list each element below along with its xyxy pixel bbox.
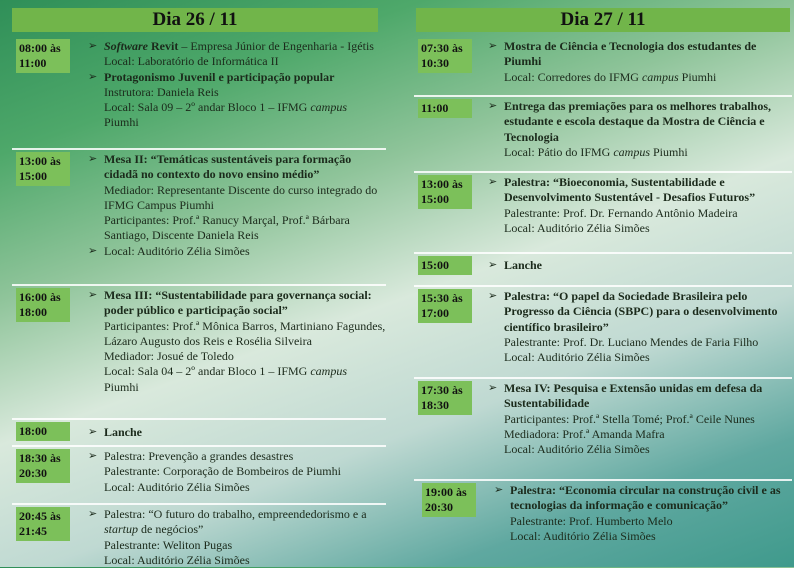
arrow-bullet-icon: ➢ — [488, 40, 498, 52]
arrow-bullet-icon: ➢ — [88, 244, 98, 257]
schedule-entry: ➢ Local: Auditório Zélia Simões — [88, 243, 250, 258]
schedule-entry: ➢ Lanche — [488, 258, 543, 272]
schedule-slot — [414, 35, 792, 95]
schedule-slot — [12, 284, 386, 419]
schedule-entry: ➢ Mesa III: “Sustentabilidade para governança social: poder público e participação social” Participantes: Prof.ª Mônica Barros, Martiniano Fagundes, Lázaro Augusto dos Reis e Rosélia Silveira Mediador: Josué de Toledo Local: Sala 04 – 2º andar Bloco 1 – IFMG campus Piumhi — [88, 288, 386, 394]
schedule-slot — [414, 479, 792, 559]
schedule-entry: ➢ Mostra de Ciência e Tecnologia dos estudantes de Piumhi Local: Corredores do IFMG campus Piumhi — [488, 39, 757, 84]
slot-time: 16:00 às 18:00 — [16, 288, 70, 322]
slot-time: 19:00 às 20:30 — [422, 483, 476, 517]
slot-time: 17:30 às 18:30 — [418, 381, 472, 415]
schedule-slot — [414, 377, 792, 471]
schedule-entry: ➢ Protagonismo Juvenil e participação popular Instrutora: Daniela Reis Local: Sala 09 – 2º andar Bloco 1 – IFMG campus Piumhi — [88, 69, 348, 130]
slot-time: 15:30 às 17:00 — [418, 289, 472, 323]
schedule-entry: ➢ Palestra: “Economia circular na construção civil e as tecnologias da informação e comunicação” Palestrante: Prof. Humberto Melo Local: Auditório Zélia Simões — [494, 483, 781, 543]
schedule-slot — [414, 171, 792, 253]
arrow-bullet-icon: ➢ — [88, 289, 98, 301]
schedule-slot — [12, 35, 386, 153]
slot-time: 20:45 às 21:45 — [16, 507, 70, 541]
arrow-bullet-icon: ➢ — [88, 153, 98, 165]
schedule-entry: ➢ Palestra: “O papel da Sociedade Brasileira pelo Progresso da Ciência (SBPC) para o desenvolvimento científico brasileiro” Palestrante: Prof. Dr. Luciano Mendes de Faria Filho Local: Auditório Zélia Simões — [488, 289, 778, 365]
arrow-bullet-icon: ➢ — [488, 176, 498, 188]
slot-time: 18:00 — [16, 422, 70, 441]
arrow-bullet-icon: ➢ — [488, 259, 498, 271]
arrow-bullet-icon: ➢ — [88, 508, 98, 520]
slot-time: 07:30 às 10:30 — [418, 39, 472, 73]
schedule-slot — [12, 445, 386, 501]
slot-time: 11:00 — [418, 99, 472, 118]
day-26-header: Dia 26 / 11 — [12, 8, 378, 32]
schedule-entry: ➢ Entrega das premiações para os melhores trabalhos, estudante e escola destaque da Mostra de Ciência e Tecnologia Local: Pátio do IFMG campus Piumhi — [488, 99, 771, 159]
schedule-entry: ➢ Mesa II: “Temáticas sustentáveis para formação cidadã no contexto do novo ensino médio” Mediador: Representante Discente do curso integrado do IFMG Campus Piumhi Participantes: Prof.ª Ranucy Marçal, Prof.ª Bárbara Santiago, Discente Daniela Reis — [88, 152, 378, 243]
arrow-bullet-icon: ➢ — [488, 382, 498, 394]
schedule-entry: ➢ Palestra: “Bioeconomia, Sustentabilidade e Desenvolvimento Sustentável - Desafios Futuros” Palestrante: Prof. Dr. Fernando Antônio Madeira Local: Auditório Zélia Simões — [488, 175, 756, 235]
slot-time: 13:00 às 15:00 — [16, 152, 70, 186]
arrow-bullet-icon: ➢ — [488, 100, 498, 112]
schedule-entry: ➢ Software Revit – Empresa Júnior de Engenharia - Igétis Local: Laboratório de Informática II — [88, 39, 374, 69]
slot-time: 13:00 às 15:00 — [418, 175, 472, 209]
schedule-entry: ➢ Mesa IV: Pesquisa e Extensão unidas em defesa da Sustentabilidade Participantes: Prof.ª Stella Tomé; Prof.ª Ceile Nunes Mediadora: Prof.ª Amanda Mafra Local: Auditório Zélia Simões — [488, 381, 763, 457]
schedule-slot — [414, 285, 792, 377]
arrow-bullet-icon: ➢ — [88, 40, 98, 52]
arrow-bullet-icon: ➢ — [88, 450, 98, 462]
schedule-entry: ➢ Palestra: Prevenção a grandes desastres Palestrante: Corporação de Bombeiros de Piumhi Local: Auditório Zélia Simões — [88, 449, 341, 494]
slot-time: 18:30 às 20:30 — [16, 449, 70, 483]
slot-time: 08:00 às 11:00 — [16, 39, 70, 73]
schedule-slot — [414, 252, 792, 284]
schedule-slot — [12, 503, 386, 567]
schedule-entry: ➢ Palestra: “O futuro do trabalho, empreendedorismo e a startup de negócios” Palestrante: Weliton Pugas Local: Auditório Zélia Simões — [88, 507, 367, 567]
arrow-bullet-icon: ➢ — [488, 290, 498, 302]
arrow-bullet-icon: ➢ — [88, 426, 98, 438]
schedule-slot — [414, 95, 792, 171]
arrow-bullet-icon: ➢ — [494, 484, 504, 496]
schedule-slot — [12, 418, 386, 446]
slot-time: 15:00 — [418, 256, 472, 275]
arrow-bullet-icon: ➢ — [88, 70, 98, 83]
day-27-header: Dia 27 / 11 — [416, 8, 790, 32]
schedule-entry: ➢ Lanche — [88, 425, 143, 439]
schedule-slot — [12, 148, 386, 276]
